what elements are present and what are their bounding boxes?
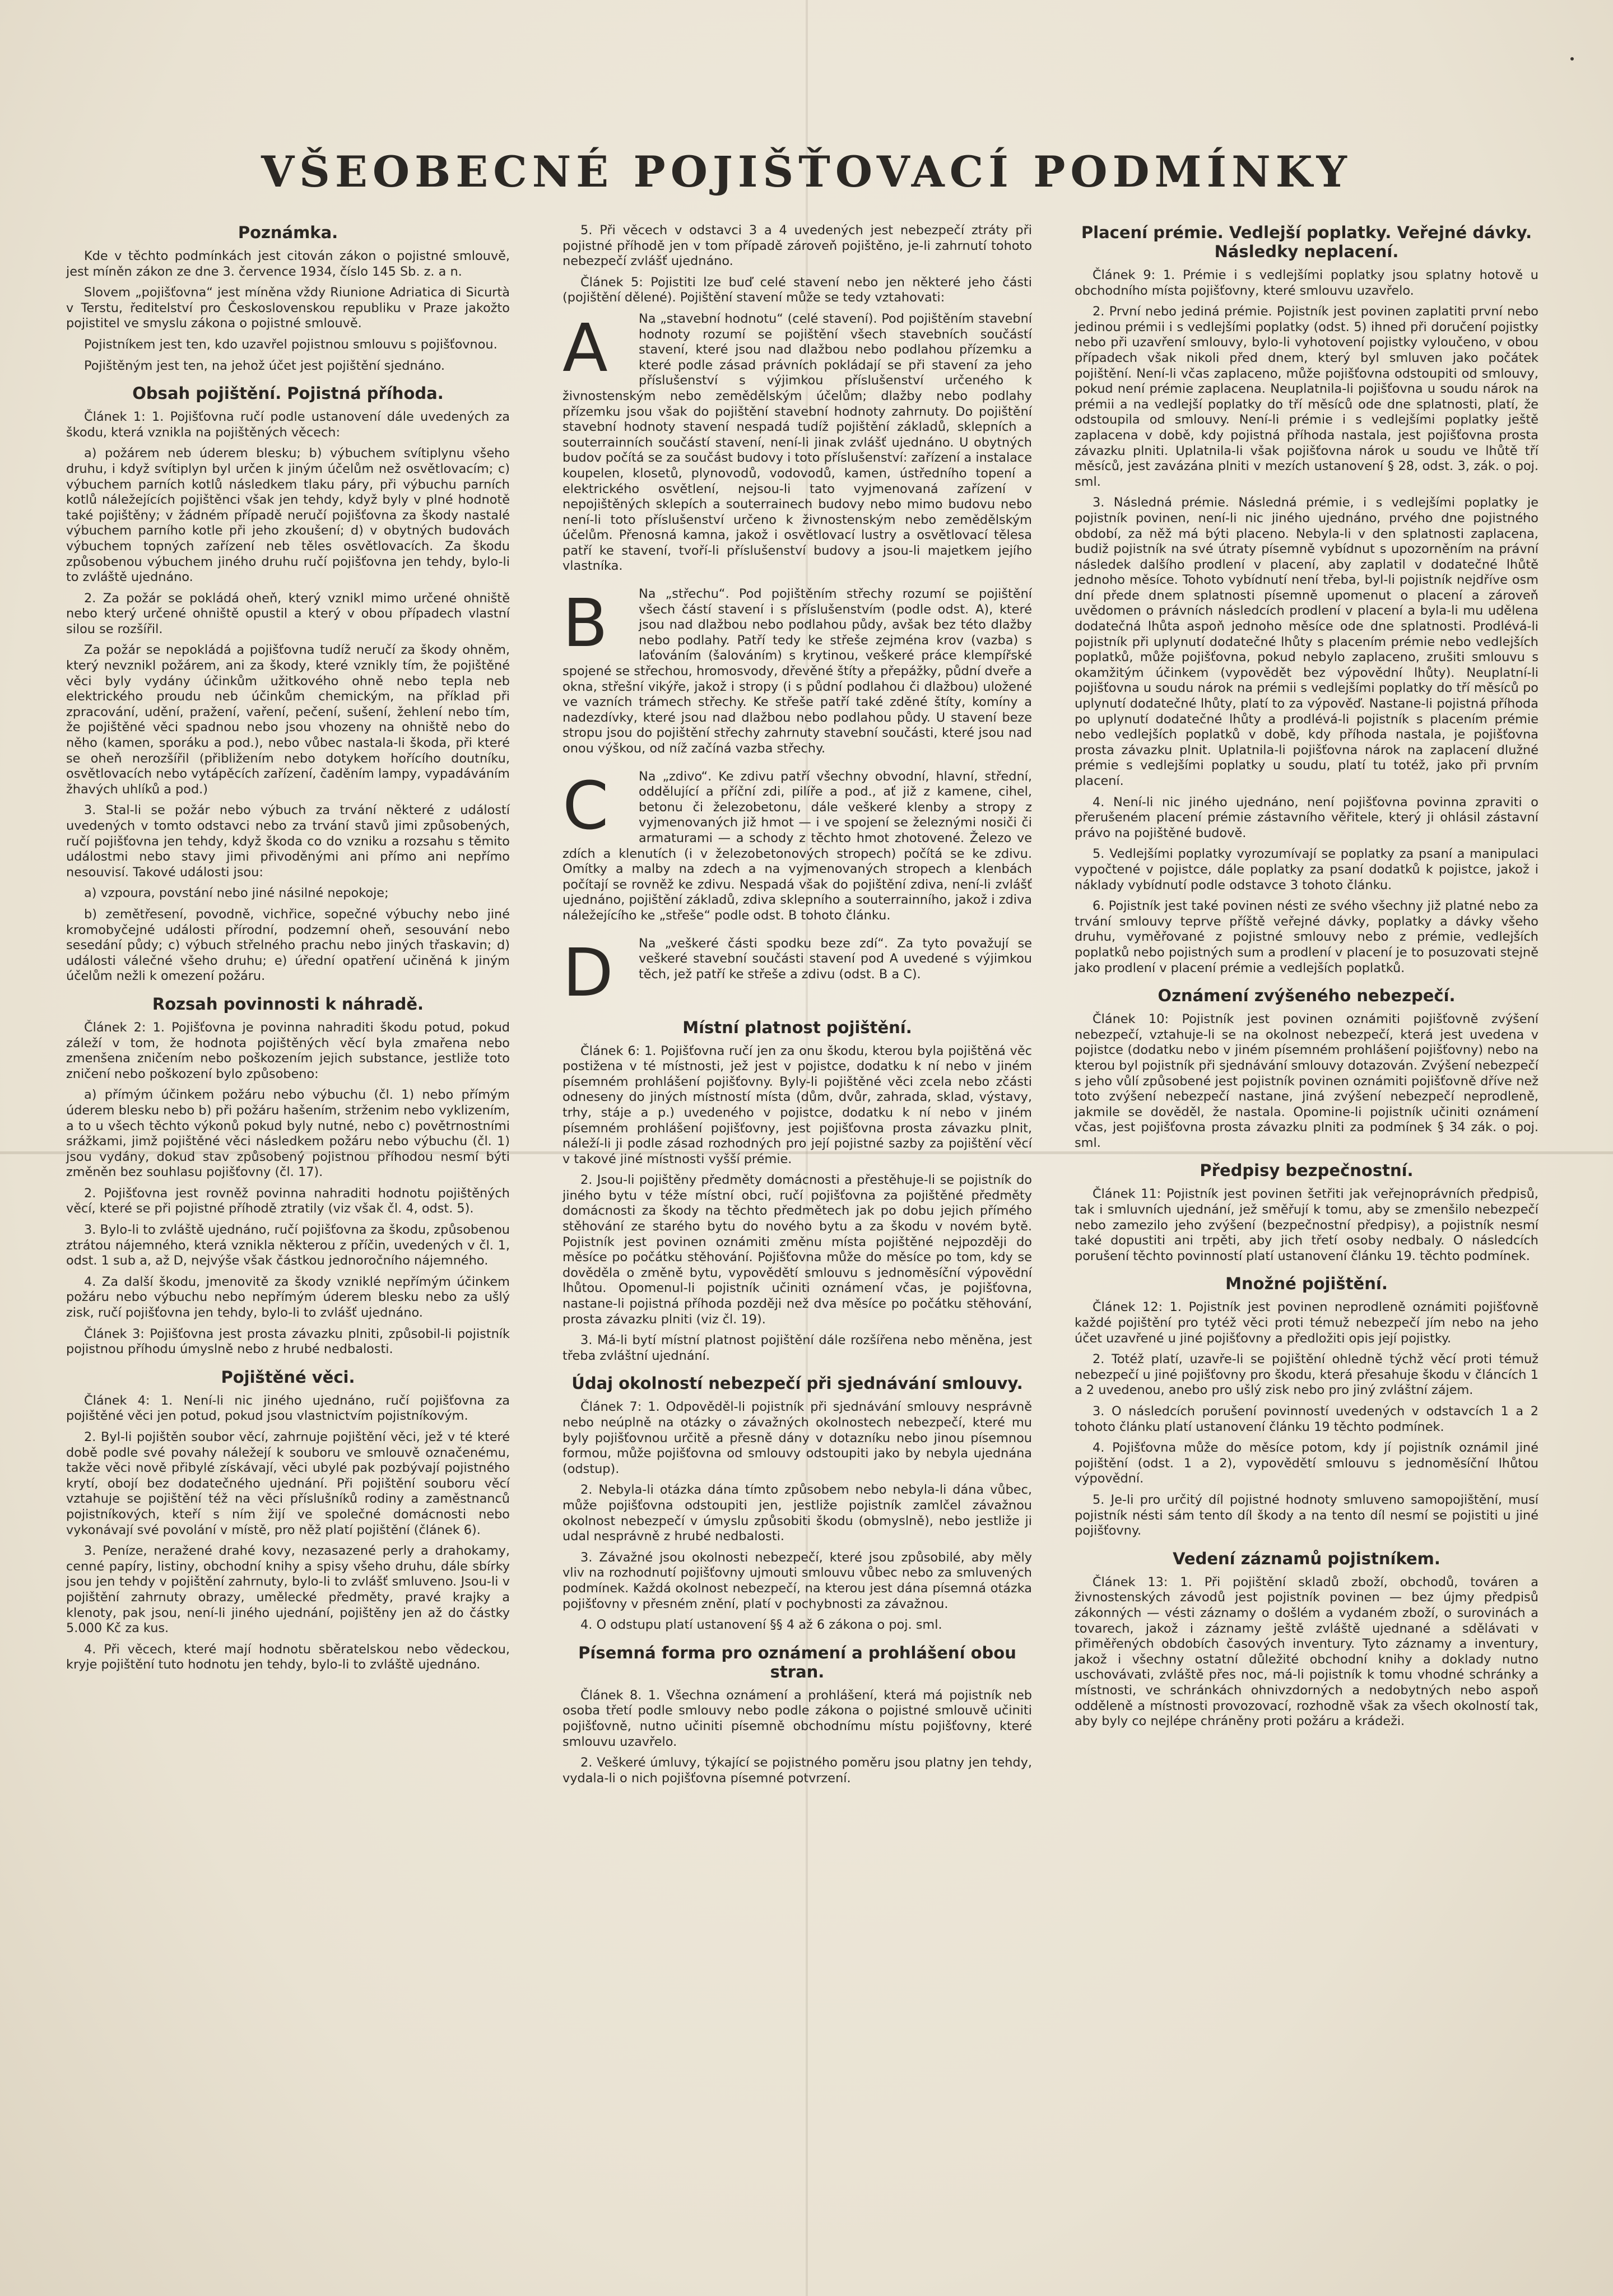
paragraph: 4. Pojišťovna může do měsíce potom, kdy jí pojistník oznámil jiné pojištění (odst. 1 a 2), vypovědětí smlouvu s jednoměsíční lhůtou výpovědní. [1075, 1440, 1538, 1486]
paragraph: Článek 9: 1. Prémie i s vedlejšími poplatky jsou splatny hotově u obchodního místa pojišťovny, které smlouvu uzavřelo. [1075, 268, 1538, 298]
heading-rozsah: Rozsah povinnosti k náhradě. [152, 994, 424, 1014]
paragraph: 5. Je-li pro určitý díl pojistné hodnoty smluveno samopojištění, musí pojistník nésti sám tento díl škody a na tento díl nesmí se pojistiti u jiné pojišťovny. [1075, 1492, 1538, 1539]
paragraph: 2. Veškeré úmluvy, týkající se pojistného poměru jsou platny jen tehdy, vydala-li o nich pojišťovna písemné potvrzení. [563, 1755, 1032, 1786]
paragraph: Na „střechu“. Pod pojištěním střechy rozumí se pojištění všech částí stavení i s příslušenstvím (podle odst. A), které jsou nad dlažbou nebo podlahou půdy, avšak bez této dlažby nebo podlahy. Patří tedy ke střeše zejména krov (vazba) s laťováním (šalováním) s krytinou, veškeré práce klempířské spojené se střechou, hromosvody, dřevěné štíty a přepážky, půdní dveře a okna, střešní vikýře, jakož i stropy (i s půdní podlahou či dlažbou) uložené ve vazních trámech střechy. Ke střeše patří také zděné štíty, komíny a nadezdívky, které jsou nad dlažbou nebo podlahou půdy. U stavení beze stropu jsou do pojištění střechy zahrnuty stavební součásti, které jsou nad onou výškou, od níž začíná vazba střechy. [563, 587, 1032, 756]
column-2 [563, 223, 1032, 1792]
paragraph: 5. Vedlejšími poplatky vyrozumívají se poplatky za psaní a manipulaci vypočtené v pojistce, dále poplatky za psaní dodatků k pojistce, jakož i náklady vybídnutí podle odstavce 3 tohoto článku. [1075, 847, 1538, 893]
heading-pojistene-veci: Pojištěné věci. [221, 1367, 355, 1387]
paragraph: 2. Pojišťovna jest rovněž povinna nahraditi hodnotu pojištěných věcí, které se při pojistné příhodě ztratily (viz však čl. 4, odst. 5). [66, 1186, 510, 1216]
paragraph: Na „veškeré části spodku beze zdí“. Za tyto považují se veškeré stavební součásti stavení pod A uvedené s výjimkou těch, jež patří ke střeše a zdivu (odst. B a C). [639, 936, 1032, 982]
paragraph: Za požár se nepokládá a pojišťovna tudíž neručí za škody ohněm, který nevznikl požárem, ani za škody, které vznikly tím, že pojištěné věci byly vydány účinkům užitkového ohně nebo tepla neb elektrického proudu neb účinkům chemickým, na příklad při zpracování, udění, pražení, vaření, pečení, sušení, žehlení nebo tím, že pojištěné věci spadnou nebo jsou vhozeny na ohniště nebo do něho (kamen, sporáku a pod.), nebo vůbec nastala-li škoda, při které se oheň nerozšířil (přibližením nebo dotykem hořícího doutníku, osvětlovacích nebo vytápěcích zařízení, čaděním lampy, vypadáváním žhavých uhlíků a pod.) [66, 643, 510, 797]
section-b [563, 587, 1032, 763]
paragraph: Článek 11: Pojistník jest povinen šetřiti jak veřejnoprávních předpisů, tak i smluvních ujednání, jež směřují k tomu, aby se zmenšilo nebezpečí nebo zamezilo jeho zvýšení (bezpečnostní předpisy), a pojistník nesmí také dopustiti ani trpěti, aby jich třetí osoby nedbaly. O následcích porušení těchto povinností platí ustanovení článku 19. těchto podmínek. [1075, 1187, 1538, 1263]
paragraph: 3. Má-li bytí místní platnost pojištění dále rozšířena nebo měněna, jest třeba zvláštní ujednání. [563, 1333, 1032, 1363]
paragraph: 5. Při věcech v odstavci 3 a 4 uvedených jest nebezpečí ztráty při pojistné příhodě jen v tom případě zároveň pojištěno, je-li zahrnutí tohoto nebezpečí zvlášť ujednáno. [563, 223, 1032, 269]
ink-dot [1570, 57, 1574, 61]
paragraph: Článek 8. 1. Všechna oznámení a prohlášení, která má pojistník neb osoba třetí podle smlouvy nebo podle zákona o pojistné smlouvě učiniti pojišťovně, nutno učiniti písemně obchodnímu místu pojišťovny, které smlouvu uzavřelo. [563, 1688, 1032, 1749]
paragraph: a) vzpoura, povstání nebo jiné násilné nepokoje; [84, 886, 389, 901]
paragraph: 3. Závažné jsou okolnosti nebezpečí, které jsou způsobilé, aby měly vliv na rozhodnutí pojišťovny ujmouti smlouvu vůbec nebo za smluvených podmínek. Každá okolnost nebezpečí, na kterou jest dána písemná otázka pojišťovny v přesném znění, platí v pochybnosti za závažnou. [563, 1550, 1032, 1611]
paragraph: 3. Bylo-li to zvláště ujednáno, ručí pojišťovna za škodu, způsobenou ztrátou nájemného, která vznikla některou z příčin, uvedených v čl. 1, odst. 1 sub a, až D, nejvýše však částkou jednoročního nájemného. [66, 1223, 510, 1268]
heading-mnozne-pojisteni: Množné pojištění. [1225, 1274, 1388, 1294]
section-c [563, 769, 1032, 929]
heading-udaj-okolnosti: Údaj okolností nebezpečí při sjednávání smlouvy. [571, 1374, 1023, 1393]
paragraph: 3. O následcích porušení povinností uvedených v odstavcích 1 a 2 tohoto článku platí ustanovení článku 19 těchto podmínek. [1075, 1404, 1538, 1434]
paragraph: Pojistníkem jest ten, kdo uzavřel pojistnou smlouvu s pojišťovnou. [84, 337, 498, 352]
paragraph: 2. Totéž platí, uzavře-li se pojištění ohledně týchž věcí proti témuž nebezpečí u jiné pojišťovny pro škodu, která přesahuje škodu v článcích 1 a 2 uvedenou, anebo pro ušlý zisk nebo pro jiný zvláštní zájem. [1075, 1352, 1538, 1398]
paragraph: 2. Za požár se pokládá oheň, který vznikl mimo určené ohniště nebo který určené ohniště opustil a který v obou případech vlastní silou se rozšířil. [66, 591, 510, 636]
paragraph: b) zemětřesení, povodně, vichřice, sopečné výbuchy nebo jiné kromobyčejné události přírodní, podzemní oheň, sesouvání nebo sesedání půdy; c) výbuch střelného prachu nebo jiných třaskavin; d) události válečné všeho druhu; e) úřední opatření učiněná k jiným účelům nežli k omezení požáru. [66, 907, 510, 984]
paragraph: 6. Pojistník jest také povinen nésti ze svého všechny již platné nebo za trvání smlouvy teprve příště veřejné dávky, poplatky a dávky všeho druhu, vyměřované z pojistné smlouvy nebo z prémie, vedlejších poplatků nebo pojistných sum a prodlení v placení je to posuzovati stejně jako prodlení v placení prémie a vedlejších poplatků. [1075, 899, 1538, 975]
paragraph: Slovem „pojišťovna“ jest míněna vždy Riunione Adriatica di Sicurtà v Terstu, ředitelství pro Československou republiku v Praze jakožto pojistitel ve smyslu zákona o pojistné smlouvě. [66, 285, 510, 331]
paragraph: Článek 2: 1. Pojišťovna je povinna nahraditi škodu potud, pokud záleží v tom, že hodnota pojištěných věcí byla zmařena nebo zmenšena zničením nebo poškozením jejich substance, jestliže toto zničení nebo poškození bylo způsobeno: [66, 1020, 510, 1081]
paragraph: Článek 5: Pojistiti lze buď celé stavení nebo jen některé jeho části (pojištění dělené). Pojištění stavení může se tedy vztahovati: [563, 275, 1032, 305]
paragraph: Na „zdivo“. Ke zdivu patří všechny obvodní, hlavní, střední, oddělující a příční zdi, pilíře a pod., ať již z kamene, cihel, betonu či železobetonu, dále veškeré klenby a stropy z vyjmenovaných již hmot — i ve spojení se železnými nosiči či armaturami — a schody z těchto hmot zhotovené. Železo ve zdích a klenutích (i v železobetonových stropech) počítá se ke zdivu. Omítky a malby na zdech a na vyjmenovaných stropech a klenbách počítají se rovněž ke zdivu. Nespadá však do pojištění zdiva, není-li zvlášť ujednáno, pojištění základů, zdiva sklepního a souterrainního, jakož i zdiva náležejícího ke „střeše“ podle odst. B tohoto článku. [563, 769, 1032, 923]
paragraph: Článek 1: 1. Pojišťovna ručí podle ustanovení dále uvedených za škodu, která vznikla na pojištěných věcech: [66, 410, 510, 440]
section-d [563, 936, 1032, 1008]
paragraph: Článek 12: 1. Pojistník jest povinen neprodleně oznámiti pojišťovně každé pojištění pro tytéž věci proti témuž nebezpečí jím nebo na jeho účet uzavřené u jiné pojišťovny a předložiti opis její pojistky. [1075, 1300, 1538, 1346]
paragraph: Článek 3: Pojišťovna jest prosta závazku plniti, způsobil-li pojistník pojistnou příhodu úmyslně nebo z hrubé nedbalosti. [66, 1326, 510, 1357]
paragraph: 4. O odstupu platí ustanovení §§ 4 až 6 zákona o poj. sml. [580, 1618, 942, 1633]
paragraph: Článek 6: 1. Pojišťovna ručí jen za onu škodu, kterou byla pojištěná věc postižena v té místnosti, jež jest v pojistce, dodatku k ní nebo v jiném písemném prohlášení pojišťovny. Byly-li pojištěné věci zcela nebo zčásti odneseny do jiných místností místa (dům, dvůr, zahrada, sklad, výstavy, trhy, stáje a p.) uvedeného v pojistce, dodatku k ní nebo v jiném písemném prohlášení pojišťovny, jest pojišťovna prosta závazku plnit, náleží-li ji podle zásad rozhodných pro její pojistné sazby za pojištění věcí v takové jiné místnosti vyšší prémie. [563, 1043, 1032, 1166]
paragraph: Pojištěným jest ten, na jehož účet jest pojištění sjednáno. [84, 358, 445, 373]
paragraph: Kde v těchto podmínkách jest citován zákon o pojistné smlouvě, jest míněn zákon ze dne 3. července 1934, číslo 145 Sb. z. a n. [66, 249, 510, 279]
heading-poznamka: Poznámka. [238, 223, 338, 242]
heading-oznameni-nebezpeci: Oznámení zvýšeného nebezpečí. [1158, 986, 1456, 1006]
paragraph: Článek 7: 1. Odpověděl-li pojistník při sjednávání smlouvy nesprávně nebo neúplně na otázky o závažných okolnostech nebezpečí, které mu byly pojišťovnou určitě a přesně dány v dotazníku nebo jinou písemnou formou, může pojišťovna od smlouvy odstoupiti jako by nebyla ujednána (odstup). [563, 1400, 1032, 1476]
paragraph: Článek 13: 1. Při pojištění skladů zboží, obchodů, továren a živnostenských závodů jest pojistník povinen — bez újmy předpisů zákonných — vésti záznamy o došlém a vydaném zboží, o surovinách a tovarech, jakož i záznamy ještě zvláště ujednané a sdělávati v přiměřených obdobích časových inventury. Tyto záznamy a inventury, jakož i všechny ostatní důležité obchodní knihy a doklady nutno uschovávati, zvláště přes noc, má-li pojistník k tomu vhodné schránky a místnosti, ve schránkách ohnivzdorných a nedobytných nebo aspoň odděleně a místnosti provozovací, rozhodně však za všech okolností tak, aby byly co nejlépe chráněny proti požáru a krádeži. [1075, 1574, 1538, 1729]
heading-predpisy: Předpisy bezpečnostní. [1200, 1161, 1414, 1180]
initial-letter: D [563, 936, 613, 1008]
paragraph: 3. Peníze, neražené drahé kovy, nezasazené perly a drahokamy, cenné papíry, listiny, obchodní knihy a spisy všeho druhu, dále sbírky jsou jen tehdy v pojištění zahrnuty, bylo-li to zvlášť smluveno. Jsou-li v pojištění zahrnuty obrazy, umělecké předměty, pravé krajky a klenoty, pak jsou, není-li jiného ujednání, pojištěny jen až do částky 5.000 Kč za kus. [66, 1544, 510, 1636]
column-3 [1075, 223, 1538, 1735]
paragraph: a) požárem neb úderem blesku; b) výbuchem svítiplynu všeho druhu, i když svítiplyn byl určen k jiným účelům než osvětlovacím; c) výbuchem parních kotlů následkem tlaku páry, při výbuchu parních kotlů náležejících pojištěnci však jen tehdy, když byly v plné hodnotě také pojištěny; v žádném případě neručí pojišťovna za škody nastalé výbuchem parního kotle při jeho zkoušení; d) v obytných budovách výbuchem topných zařízení neb těles osvětlovacích. Za škodu způsobenou výbuchem jiného druhu ručí pojišťovna jen tehdy, bylo-li to zvláště ujednáno. [66, 446, 510, 585]
paragraph: 4. Za další škodu, jmenovitě za škody vzniklé nepřímým účinkem požáru nebo výbuchu nebo nepřímým úderem blesku nebo za ušlý zisk, ručí pojišťovna jen tehdy, bylo-li to zvlášť ujednáno. [66, 1274, 510, 1321]
heading-pisemna-forma: Písemná forma pro oznámení a prohlášení obou stran. [578, 1643, 1016, 1681]
initial-letter: C [563, 769, 609, 844]
paragraph: 2. Nebyla-li otázka dána tímto způsobem nebo nebyla-li dána vůbec, může pojišťovna odstoupiti jen, jestliže pojistník zamlčel závažnou okolnost nebezpečí v úmyslu způsobiti škodu (obmyslně), nebo jestliže ji udal nesprávně z hrubé nedbalosti. [563, 1482, 1032, 1544]
paragraph: a) přímým účinkem požáru nebo výbuchu (čl. 1) nebo přímým úderem blesku nebo b) při požáru hašením, strženim nebo vyklizením, a to u všech těchto výkonů pokud byly nutné, nebo c) povětrnostními srážkami, jimž pojištěné věci následkem požáru nebo výbuchu (čl. 1) jsou vydány, dokud stav způsobený pojistnou příhodou nesmí býti změněn bez souhlasu pojišťovny (čl. 17). [66, 1087, 510, 1180]
paragraph: 3. Následná prémie. Následná prémie, i s vedlejšími poplatky je pojistník povinen, není-li nic jiného ujednáno, prvého dne pojistného období, za něž má býti placeno. Nebyla-li v den splatnosti zaplacena, budiž pojistník na své útraty písemně vybídnut s upozorněním na právní následek dalšího prodlení v placení, aby zaplatil v dodatečné lhůtě jednoho měsíce. Tohoto vybídnutí není třeba, byl-li pojistník nejdříve osm dní přede dnem splatnosti písemně upomenut o placení a zároveň uvědomen o právních následcích prodlení v placení a byla-li mu udělena dodatečná lhůta aspoň jednoho měsíce ode dne splatnosti. Prodlévá-li pojistník při uplynutí dodatečné lhůty s placením prémie nebo vedlejších poplatků, může pojišťovna, pokud nebylo zaplaceno, zrušiti smlouvu s okamžitým účinkem (vypovědět bez výpovědní lhůty). Neuplatní-li pojišťovna u soudu nárok na prémii s vedlejšími poplatky do tří měsíců po uplynutí dodatečné lhůty, platí to za výpověď. Nastane-li pojistná příhoda po uplynutí dodatečné lhůty a prodlévá-li pojistník s placením prémie nebo vedlejších poplatků v době, kdy příhoda nastala, je pojišťovna prosta závazku plnit. Uplatnila-li pojišťovna nárok na zaplacení dlužné prémie s vedlejšími poplatky u soudu, platí tu totéž, jako při prvním placení. [1075, 495, 1538, 788]
paragraph: 4. Není-li nic jiného ujednáno, není pojišťovna povinna zpraviti o přerušeném placení prémie zástavního věřitele, který ji ohlásil zástavní právo na pojištěné budově. [1075, 794, 1538, 840]
heading-placeni-premie: Placení prémie. Vedlejší poplatky. Veřejné dávky. Následky neplacení. [1081, 223, 1532, 261]
heading-mistni-platnost: Místní platnost pojištění. [682, 1017, 912, 1037]
document-title: VŠEOBECNÉ POJIŠŤOVACÍ PODMÍNKY [261, 147, 1352, 197]
paragraph: Článek 10: Pojistník jest povinen oznámiti pojišťovně zvýšení nebezpečí, vztahuje-li se na okolnost nebezpečí, která jest uvedena v pojistce (dodatku nebo v jiném písemném prohlášení pojišťovny) nebo na kterou byl pojistník při sjednávání smlouvy dotazován. Zvýšení nebezpečí s jeho vůlí způsobené jest pojistník povinen oznámiti pojišťovně dříve než toto zvýšení nebezpečí nastane, jiná zvýšení nebezpečí neprodleně, jakmile se dověděl, že nastala. Opomine-li pojistník učiniti oznámení včas, jest pojišťovna prosta závazku plniti za podmínek § 34 zák. o poj. sml. [1075, 1012, 1538, 1150]
paragraph: Na „stavební hodnotu“ (celé stavení). Pod pojištěním stavební hodnoty rozumí se pojištění všech stavebních součástí stavení, které jsou nad dlažbou nebo podlahou přízemku a které podle zásad právních pokládají se při stavení za jeho příslušenství s výjimkou příslušenství určeného k živnostenským nebo zemědělským účelům; dlažby nebo podlahy přízemku jsou však do pojištění stavební hodnoty zahrnuty. Do pojištění stavební hodnoty stavení nespadá tudíž pojištění základů, sklepních a souterrainních součástí stavení, není-li jinak zvlášť ujednáno. U obytných budov počítá se za součást budovy i toto příslušenství: zařízení a instalace koupelen, klosetů, plynovodů, vodovodů, kamen, ústředního topení a elektrického osvětlení, nejsou-li tato vyjmenovaná zařízení v nepojištěných sklepích a souterrainech budovy nebo mimo budovu nebo není-li toto příslušenství určeno k živnostenským nebo zemědělským účelům. Přenosná kamna, jakož i osvětlovací lustry a osvětlovací tělesa patří ke stavení, tvoří-li příslušenství budovy a jsou-li majetkem jejího vlastníka. [563, 311, 1032, 574]
paragraph: Článek 4: 1. Není-li nic jiného ujednáno, ručí pojišťovna za pojištěné věci jen potud, pokud jsou vlastnictvím pojistníkovým. [66, 1393, 510, 1424]
column-1 [66, 223, 510, 1679]
section-a [563, 312, 1032, 580]
heading-obsah: Obsah pojištění. Pojistná příhoda. [132, 384, 444, 403]
paragraph: 2. První nebo jediná prémie. Pojistník jest povinen zaplatiti první nebo jedinou prémii i s vedlejšími poplatky (odst. 5) ihned při doručení pojistky nebo při uzavření smlouvy, bylo-li vyhotovení pojistky vyloučeno, v obou případech však nikoli před dnem, který byl smluven jako počátek pojištění. Není-li včas zaplaceno, může pojišťovna odstoupiti od smlouvy, pokud není prémie zaplacena. Neuplatnila-li pojišťovna u soudu nárok na prémii a na vedlejší poplatky do tří měsíců ode dne splatnosti, platí, že odstoupila od smlouvy. Není-li prémie i s vedlejšími poplatky ještě zaplacena v době, kdy pojistná příhoda nastala, jest pojišťovna prosta závazku plniti. Uplatnila-li však pojišťovna nárok u soudu ve lhůtě tří měsíců, jest zavázána plniti v mezích ustanovení § 28, odst. 3, zák. o poj. sml. [1075, 304, 1538, 489]
initial-letter: A [563, 311, 608, 387]
paragraph: 4. Při věcech, které mají hodnotu sběratelskou nebo vědeckou, kryje pojištění tuto hodnotu jen tehdy, bylo-li to zvláště ujednáno. [66, 1642, 510, 1672]
paragraph: 2. Jsou-li pojištěny předměty domácnosti a přestěhuje-li se pojistník do jiného bytu v téže místní obci, ručí pojišťovna za pojištěné předměty domácnosti za škody na těchto předmětech jak po dobu jejich přímého stěhování ze starého bytu do nového bytu a za škodu v novém bytě. Pojistník jest povinen oznámiti změnu místa pojištěné nejpozději do měsíce po počátku stěhování. Pojišťovna může do měsíce po tom, kdy se dověděla o změně bytu, vypovědětí smlouvu s jednoměsíční výpovědní lhůtou. Opomenul-li pojistník učiniti oznámení včas, je pojišťovna, nastane-li pojistná příhoda později než dva měsíce po počátku stěhování, prosta závazku plniti (viz čl. 19). [563, 1173, 1032, 1327]
initial-letter: B [563, 587, 608, 662]
paragraph: 3. Stal-li se požár nebo výbuch za trvání některé z událostí uvedených v tomto odstavci nebo za trvání stavů jimi způsobených, ručí pojišťovna jen tehdy, když škoda co do vzniku a rozsahu s těmito událostmi nebo stavy jimi přivoděnými ani přímo ani nepřímo nesouvisí. Takové události jsou: [66, 803, 510, 880]
paragraph: 2. Byl-li pojištěn soubor věcí, zahrnuje pojištění věci, jež v té které době podle své povahy náležejí k souboru ve smlouvě označenému, takže věci nově přibylé získávají, věci ubylé pak pozbývají pojistného krytí, obojí bez dodatečného ujednání. Při pojištění souboru věcí vztahuje se pojištění též na věci příslušníků rodiny a zaměstnanců pojistníkových, kteří s ním žijí ve společné domácnosti nebo vykonávají své povolání v místě, pro něž platí pojištění (článek 6). [66, 1430, 510, 1537]
heading-vedeni-zaznamu: Vedení záznamů pojistníkem. [1173, 1549, 1440, 1568]
